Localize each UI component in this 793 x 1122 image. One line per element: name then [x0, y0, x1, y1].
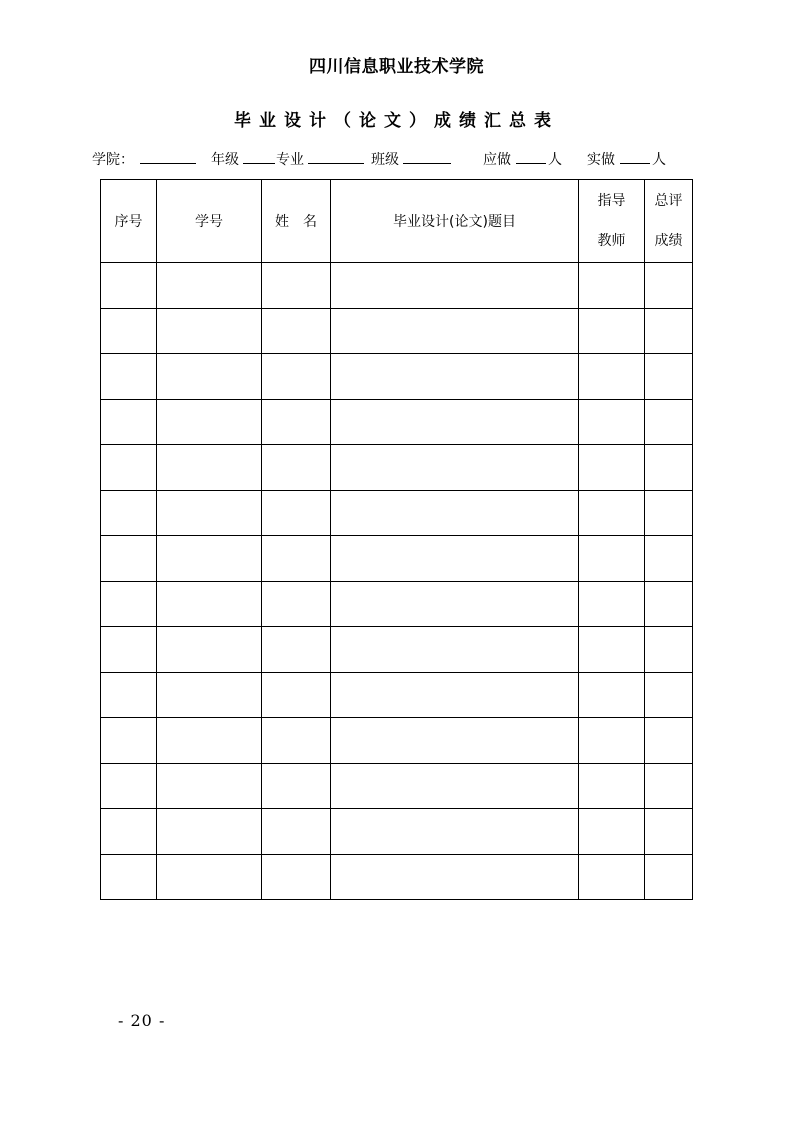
cell-topic[interactable]	[331, 809, 579, 855]
table-row	[101, 672, 693, 718]
cell-seq[interactable]	[101, 445, 157, 491]
college-label: 学院：	[92, 152, 134, 168]
cell-overall[interactable]	[645, 809, 693, 855]
cell-name[interactable]	[262, 809, 331, 855]
cell-overall[interactable]	[645, 718, 693, 764]
col-header-overall-line2: 成绩	[654, 233, 683, 249]
table-body	[101, 263, 693, 900]
table-row	[101, 445, 693, 491]
cell-seq[interactable]	[101, 536, 157, 582]
cell-student-id[interactable]	[157, 263, 262, 309]
col-header-name: 姓 名	[262, 180, 331, 263]
cell-name[interactable]	[262, 308, 331, 354]
cell-topic[interactable]	[331, 490, 579, 536]
table-row	[101, 809, 693, 855]
cell-topic[interactable]	[331, 672, 579, 718]
cell-seq[interactable]	[101, 354, 157, 400]
cell-advisor[interactable]	[579, 536, 645, 582]
school-name: 四川信息职业技术学院	[309, 57, 484, 77]
actually-done-field[interactable]	[620, 149, 650, 168]
grade-label: 年级	[211, 152, 239, 168]
cell-seq[interactable]	[101, 854, 157, 900]
should-do-label: 应做	[483, 152, 511, 168]
page-number: - 20 -	[118, 1011, 166, 1030]
cell-advisor[interactable]	[579, 627, 645, 673]
cell-topic[interactable]	[331, 854, 579, 900]
cell-advisor[interactable]	[579, 854, 645, 900]
cell-name[interactable]	[262, 672, 331, 718]
cell-student-id[interactable]	[157, 763, 262, 809]
cell-advisor[interactable]	[579, 308, 645, 354]
class-label: 班级	[371, 152, 399, 168]
cell-overall[interactable]	[645, 763, 693, 809]
table-header-row	[101, 180, 693, 263]
cell-topic[interactable]	[331, 718, 579, 764]
cell-overall[interactable]	[645, 399, 693, 445]
cell-student-id[interactable]	[157, 718, 262, 764]
cell-topic[interactable]	[331, 354, 579, 400]
grade-field[interactable]	[243, 149, 275, 168]
table-row	[101, 490, 693, 536]
form-title: 毕业设计（论文）成绩汇总表	[234, 111, 559, 131]
cell-overall[interactable]	[645, 263, 693, 309]
cell-seq[interactable]	[101, 627, 157, 673]
col-header-advisor	[579, 180, 645, 263]
cell-student-id[interactable]	[157, 399, 262, 445]
col-header-overall-line1: 总评	[654, 193, 683, 209]
cell-student-id[interactable]	[157, 308, 262, 354]
cell-seq[interactable]	[101, 581, 157, 627]
cell-student-id[interactable]	[157, 627, 262, 673]
cell-student-id[interactable]	[157, 854, 262, 900]
cell-name[interactable]	[262, 399, 331, 445]
cell-overall[interactable]	[645, 536, 693, 582]
cell-overall[interactable]	[645, 490, 693, 536]
cell-overall[interactable]	[645, 854, 693, 900]
cell-advisor[interactable]	[579, 718, 645, 764]
cell-student-id[interactable]	[157, 672, 262, 718]
cell-seq[interactable]	[101, 490, 157, 536]
major-field[interactable]	[308, 149, 364, 168]
cell-advisor[interactable]	[579, 809, 645, 855]
cell-seq[interactable]	[101, 718, 157, 764]
cell-topic[interactable]	[331, 581, 579, 627]
actually-done-unit: 人	[652, 152, 666, 168]
table-row	[101, 354, 693, 400]
cell-seq[interactable]	[101, 809, 157, 855]
cell-student-id[interactable]	[157, 490, 262, 536]
col-header-seq: 序号	[101, 180, 157, 263]
class-field[interactable]	[403, 149, 451, 168]
should-do-unit: 人	[548, 152, 562, 168]
cell-name[interactable]	[262, 445, 331, 491]
cell-name[interactable]	[262, 354, 331, 400]
col-header-advisor-line2: 教师	[597, 233, 626, 249]
table-row	[101, 627, 693, 673]
cell-name[interactable]	[262, 581, 331, 627]
table-row	[101, 399, 693, 445]
cell-overall[interactable]	[645, 308, 693, 354]
cell-overall[interactable]	[645, 672, 693, 718]
col-header-student-id: 学号	[157, 180, 262, 263]
cell-name[interactable]	[262, 763, 331, 809]
cell-advisor[interactable]	[579, 672, 645, 718]
cell-name[interactable]	[262, 263, 331, 309]
cell-topic[interactable]	[331, 399, 579, 445]
should-do-field[interactable]	[516, 149, 546, 168]
cell-name[interactable]	[262, 490, 331, 536]
cell-seq[interactable]	[101, 308, 157, 354]
cell-student-id[interactable]	[157, 536, 262, 582]
cell-name[interactable]	[262, 854, 331, 900]
cell-topic[interactable]	[331, 308, 579, 354]
col-header-advisor-line1: 指导	[597, 193, 626, 209]
grade-summary-table	[100, 179, 693, 900]
cell-advisor[interactable]	[579, 445, 645, 491]
cell-advisor[interactable]	[579, 263, 645, 309]
cell-student-id[interactable]	[157, 809, 262, 855]
cell-seq[interactable]	[101, 399, 157, 445]
cell-name[interactable]	[262, 718, 331, 764]
table-row	[101, 854, 693, 900]
table-row	[101, 581, 693, 627]
table-row	[101, 263, 693, 309]
cell-overall[interactable]	[645, 354, 693, 400]
cell-seq[interactable]	[101, 672, 157, 718]
cell-topic[interactable]	[331, 536, 579, 582]
cell-student-id[interactable]	[157, 445, 262, 491]
cell-advisor[interactable]	[579, 763, 645, 809]
cell-advisor[interactable]	[579, 354, 645, 400]
cell-student-id[interactable]	[157, 581, 262, 627]
table-row	[101, 536, 693, 582]
cell-overall[interactable]	[645, 445, 693, 491]
cell-seq[interactable]	[101, 763, 157, 809]
college-field[interactable]	[140, 149, 196, 168]
cell-topic[interactable]	[331, 763, 579, 809]
cell-seq[interactable]	[101, 263, 157, 309]
cell-overall[interactable]	[645, 627, 693, 673]
cell-name[interactable]	[262, 536, 331, 582]
cell-advisor[interactable]	[579, 490, 645, 536]
table-row	[101, 308, 693, 354]
cell-topic[interactable]	[331, 263, 579, 309]
cell-advisor[interactable]	[579, 581, 645, 627]
cell-overall[interactable]	[645, 581, 693, 627]
cell-student-id[interactable]	[157, 354, 262, 400]
cell-name[interactable]	[262, 627, 331, 673]
cell-topic[interactable]	[331, 627, 579, 673]
col-header-topic: 毕业设计(论文)题目	[331, 180, 579, 263]
actually-done-label: 实做	[587, 152, 615, 168]
cell-advisor[interactable]	[579, 399, 645, 445]
col-header-overall	[645, 180, 693, 263]
table-row	[101, 718, 693, 764]
cell-topic[interactable]	[331, 445, 579, 491]
table-row	[101, 763, 693, 809]
major-label: 专业	[276, 152, 304, 168]
